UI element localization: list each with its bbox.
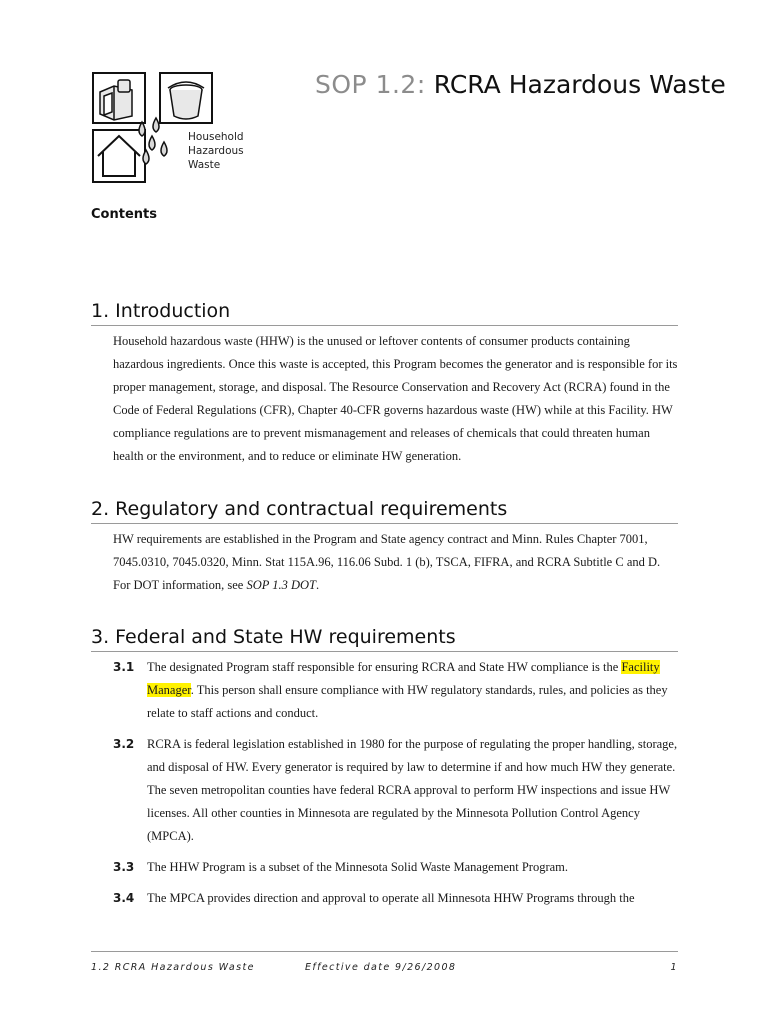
page-footer [91,951,678,973]
title-prefix: SOP 1.2: [315,70,426,99]
item-number: 3.3 [113,860,135,874]
item-number: 3.2 [113,737,135,751]
item-text: The designated Program staff responsible for ensuring RCRA and State HW compliance is the [147,660,622,674]
title-main: RCRA Hazardous Waste [433,70,726,99]
item-text: The HHW Program is a subset of the Minnesota Solid Waste Management Program. [147,860,569,874]
sop-reference: SOP 1.3 DOT [246,578,317,592]
list-item [91,887,678,910]
logo-caption-line: Hazardous [188,145,244,157]
numbered-list [91,656,678,910]
item-text: The MPCA provides direction and approval to operate all Minnesota HHW Programs through the [147,891,635,905]
logo-caption [188,130,244,172]
item-number: 3.1 [113,660,135,674]
section-heading: 3. Federal and State HW requirements [91,625,678,652]
list-item [91,656,678,725]
footer-effective-date: Effective date 9/26/2008 [305,962,457,973]
list-item [91,733,678,848]
section-introduction [91,299,678,468]
footer-page-number: 1 [670,962,678,973]
footer-document-name: 1.2 RCRA Hazardous Waste [91,962,255,973]
logo-caption-line: Waste [188,159,221,171]
section-heading: 2. Regulatory and contractual requirements [91,497,678,524]
bucket-icon [168,82,204,119]
item-text: . This person shall ensure compliance with HW regulatory standards, rules, and policies as they relate to staff actions and conduct. [147,683,668,720]
item-text: RCRA is federal legislation established in 1980 for the purpose of regulating the proper handling, storage, and disposal of HW. Every generator is required by law to determine if and how much HW they generate. The seven metropolitan counties have federal RCRA approval to perform HW inspections and issue HW licenses. All other counties in Minnesota are regulated by the Minnesota Pollution Control Agency (MPCA). [147,737,678,843]
item-number: 3.4 [113,891,135,905]
section-federal-state [91,625,678,918]
list-item [91,856,678,879]
section-heading: 1. Introduction [91,299,678,326]
body-text: HW requirements are established in the Program and State agency contract and Minn. Rules Chapter 7001, 7045.0310, 7045.0320, Minn. Stat 115A.96, 116.06 Subd. 1 (b), TSCA, FIFRA, and RCRA Subtitle C and D. For DOT information, see [113,532,661,592]
contents-heading: Contents [91,207,157,222]
highlighted-text: Facility Manager [147,660,660,697]
page-title [315,70,726,99]
section-body: Household hazardous waste (HHW) is the unused or leftover contents of consumer products containing hazardous ingredients. Once this waste is accepted, this Program becomes the generator and is responsible for its proper management, storage, and disposal. The Resource Conservation and Recovery Act (RCRA) found in the Code of Federal Regulations (CFR), Chapter 40-CFR governs hazardous waste (HW) while at this Facility. HW compliance regulations are to prevent mismanagement and releases of chemicals that could threaten human health or the environment, and to reduce or eliminate HW generation. [113,334,678,463]
section-body [113,528,678,597]
section-regulatory [91,497,678,597]
logo-caption-line: Household [188,131,244,143]
body-text: . [316,578,320,592]
